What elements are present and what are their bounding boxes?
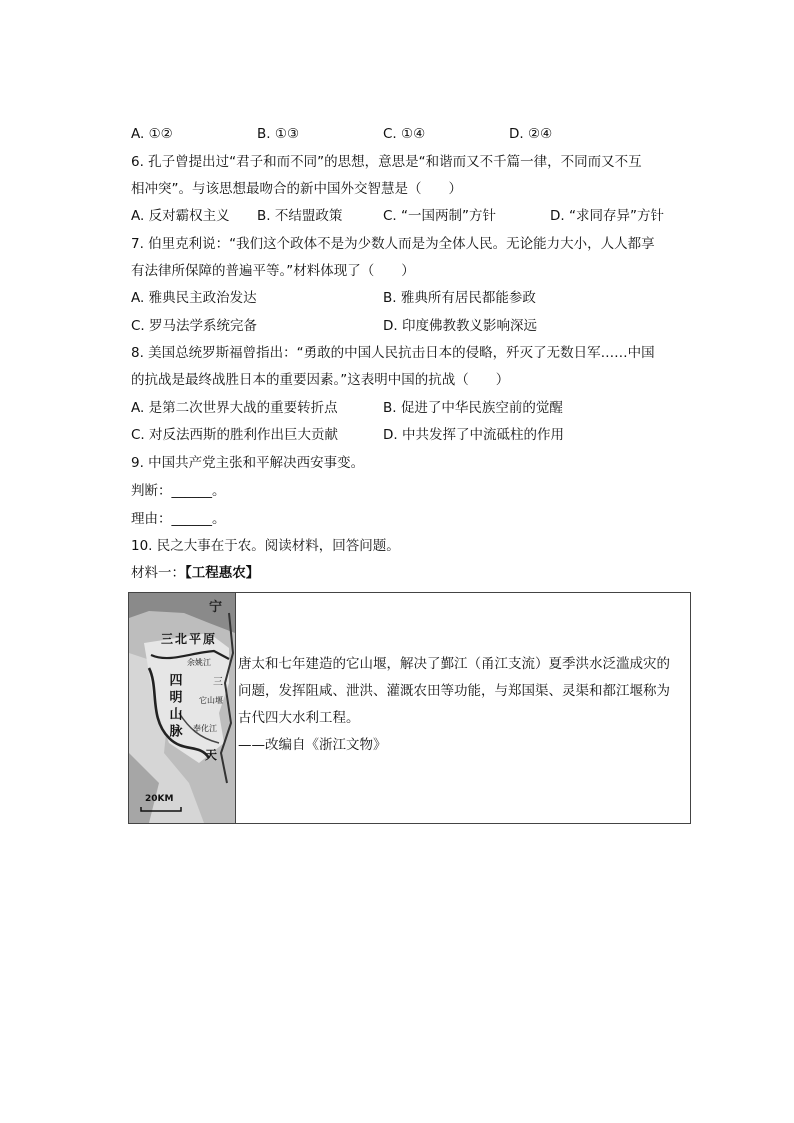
map-label-plain: 三北平原 — [161, 632, 218, 646]
q9-stem: 9. 中国共产党主张和平解决西安事变。 — [131, 455, 365, 471]
material-prefix: 材料一： — [131, 565, 185, 581]
q6-stem-line2: 相冲突”。与该思想最吻合的新中国外交智慧是（ ） — [131, 181, 462, 197]
map-label-river: 余姚江 — [187, 658, 211, 667]
map-label-top: 宁 — [209, 600, 223, 615]
q6-option-b: B. 不结盟政策 — [257, 208, 343, 224]
material-text-cell — [236, 593, 690, 823]
q10-stem: 10. 民之大事在于农。阅读材料，回答问题。 — [131, 538, 400, 554]
q6-option-a: A. 反对霸权主义 — [131, 208, 230, 224]
q8-option-b: B. 促进了中华民族空前的觉醒 — [383, 400, 563, 416]
q8-option-c: C. 对反法西斯的胜利作出巨大贡献 — [131, 427, 339, 443]
q7-option-b: B. 雅典所有居民都能参政 — [383, 290, 536, 306]
map-scale-label: 20KM — [145, 794, 174, 804]
q5-option-c: C. ①④ — [383, 126, 426, 142]
map-label-river2: 奉化江 — [193, 724, 217, 733]
q9-judge-line: 判断：______。 — [131, 483, 226, 499]
q8-option-d: D. 中共发挥了中流砥柱的作用 — [383, 427, 564, 443]
q10-material-heading — [131, 563, 259, 583]
q7-option-a: A. 雅典民主政治发达 — [131, 290, 257, 306]
q6-stem-line1: 6. 孔子曾提出过“君子和而不同”的思想，意思是“和谐而又不千篇一律，不同而又不互 — [131, 154, 642, 170]
map-illustration — [129, 593, 235, 823]
q7-option-c: C. 罗马法学系统完备 — [131, 318, 258, 334]
q7-stem-line1: 7. 伯里克利说：“我们这个政体不是为少数人而是为全体人民。无论能力大小，人人都享 — [131, 236, 655, 252]
material-text-line2: 问题，发挥阻咸、泄洪、灌溉农田等功能，与郑国渠、灵渠和都江堰称为 — [238, 683, 670, 699]
map-label-tian: 天 — [205, 748, 218, 762]
q9-reason-line: 理由：______。 — [131, 511, 226, 527]
material-title: 【工程惠农】 — [185, 565, 260, 581]
material-table — [128, 592, 691, 824]
q6-option-c: C. “一国两制”方针 — [383, 208, 496, 224]
material-source: ——改编自《浙江文物》 — [238, 737, 387, 753]
map-image — [129, 593, 236, 823]
q8-stem-line1: 8. 美国总统罗斯福曾指出：“勇敢的中国人民抗击日本的侵略，歼灭了无数日军……中国 — [131, 345, 655, 361]
map-label-san: 三 — [213, 677, 223, 688]
q8-stem-line2: 的抗战是最终战胜日本的重要因素。”这表明中国的抗战（ ） — [131, 372, 510, 388]
map-label-mountain: 四明山脉 — [166, 673, 182, 741]
q5-option-d: D. ②④ — [509, 126, 553, 142]
material-text-line1: 唐太和七年建造的它山堰，解决了鄞江（甬江支流）夏季洪水泛滥成灾的 — [238, 656, 670, 672]
q5-option-b: B. ①③ — [257, 126, 300, 142]
q7-stem-line2: 有法律所保障的普遍平等。”材料体现了（ ） — [131, 263, 415, 279]
material-text-line3: 古代四大水利工程。 — [238, 710, 360, 726]
q6-option-d: D. “求同存异”方针 — [550, 208, 664, 224]
q8-option-a: A. 是第二次世界大战的重要转折点 — [131, 400, 338, 416]
q5-option-a: A. ①② — [131, 126, 173, 142]
q7-option-d: D. 印度佛教教义影响深远 — [383, 318, 537, 334]
map-label-dam: 它山堰 — [199, 696, 223, 705]
